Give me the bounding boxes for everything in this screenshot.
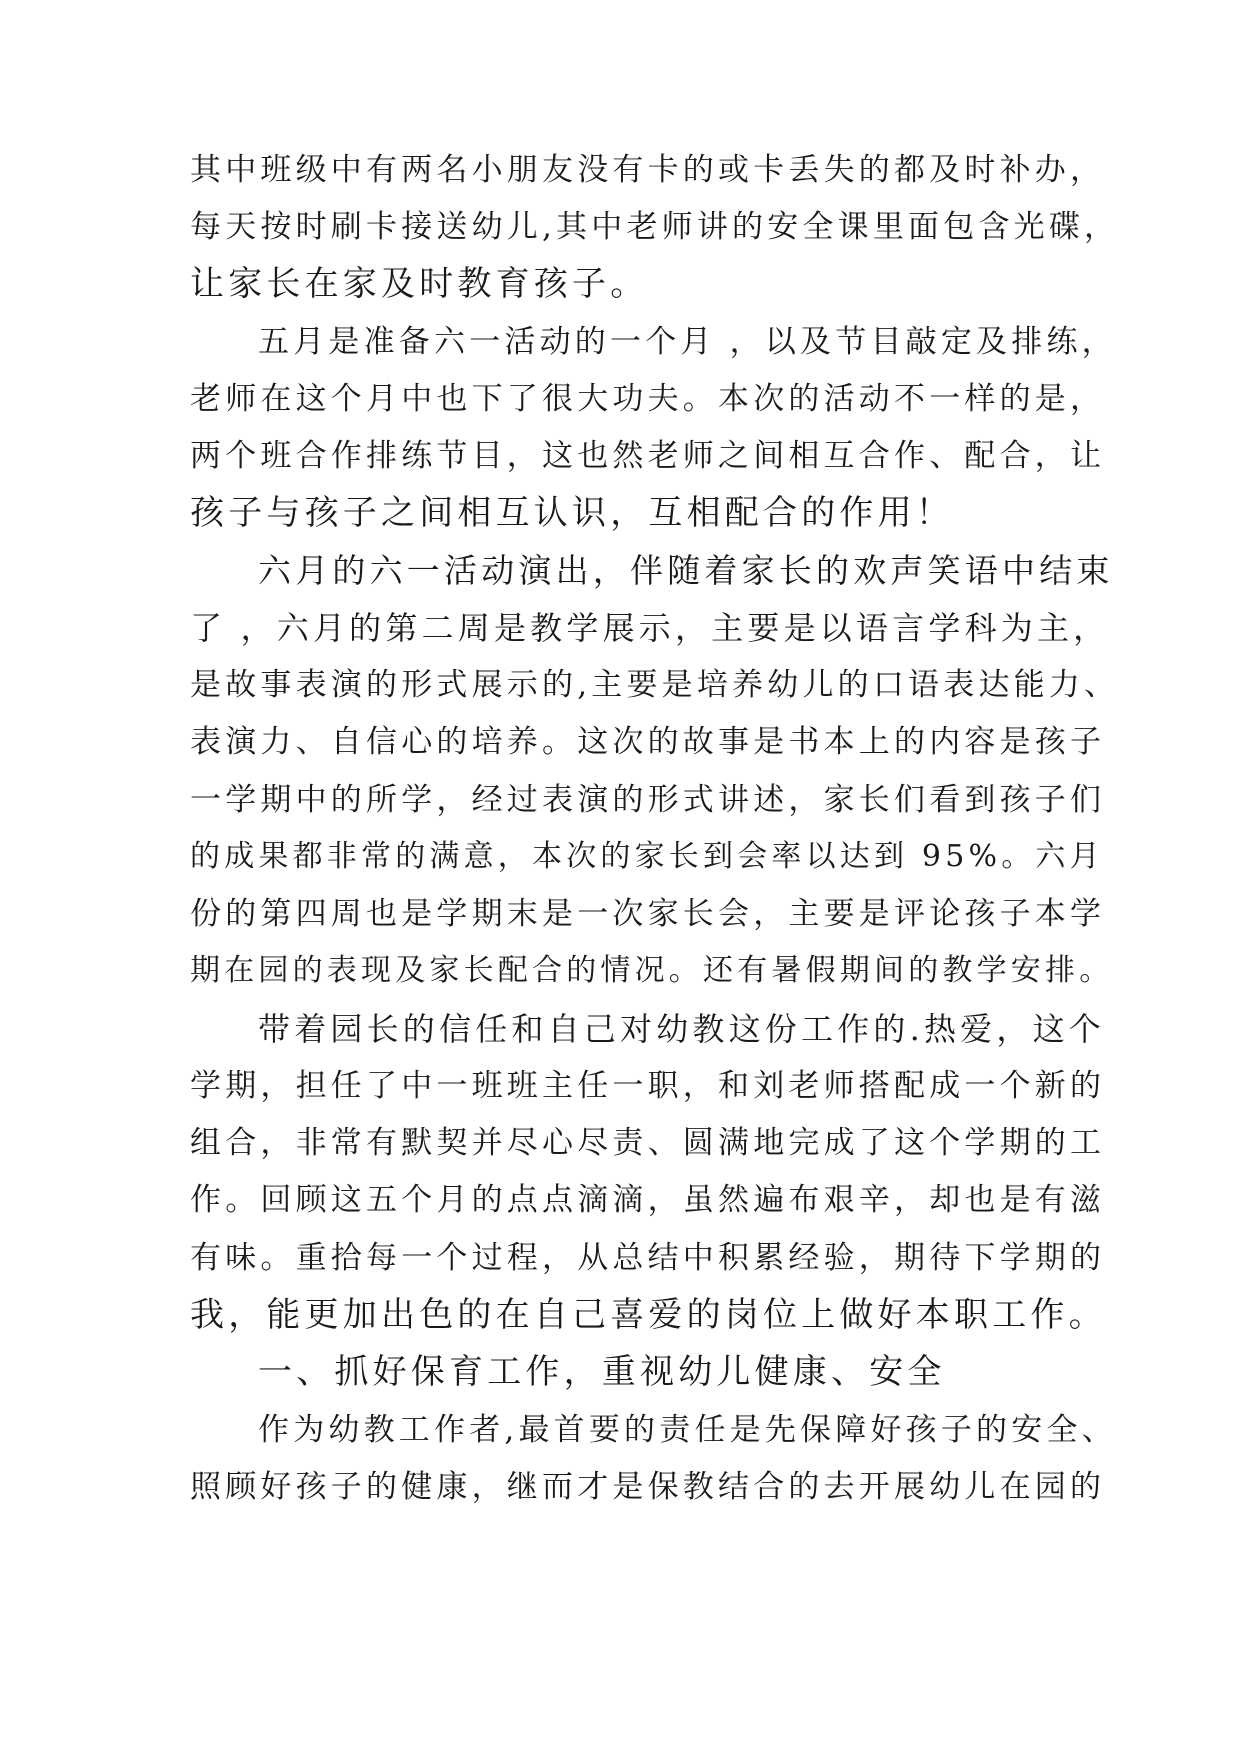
text-line: 孩子与孩子之间相互认识，互相配合的作用！ — [190, 493, 954, 533]
text-line: 作。回顾这五个月的点点滴滴，虽然遍布艰辛，却也是有滋 — [190, 1182, 1106, 1218]
text-line: 一学期中的所学，经过表演的形式讲述，家长们看到孩子们 — [190, 782, 1106, 818]
paragraph-start-line: 六月的六一活动演出，伴随着家长的欢声笑语中结束 — [258, 551, 1114, 590]
text-line: 其中班级中有两名小朋友没有卡的或卡丢失的都及时补办， — [190, 152, 1106, 188]
text-line: 每天按时刷卡接送幼儿,其中老师讲的安全课里面包含光碟， — [190, 209, 1120, 245]
text-line: 表演力、自信心的培养。这次的故事是书本上的内容是孩子 — [190, 724, 1106, 760]
text-line: 有味。重拾每一个过程，从总结中积累经验，期待下学期的 — [190, 1240, 1106, 1276]
text-line: 让家长在家及时教育孩子。 — [190, 264, 649, 304]
section-heading: 一、抓好保育工作，重视幼儿健康、安全 — [258, 1352, 946, 1392]
text-line: 组合，非常有默契并尽心尽责、圆满地完成了这个学期的工 — [190, 1125, 1106, 1161]
text-line: 的成果都非常的满意，本次的家长到会率以达到 95%。六月 — [190, 839, 1104, 874]
text-line: 两个班合作排练节目，这也然老师之间相互合作、配合，让 — [190, 438, 1106, 474]
text-line: 我，能更加出色的在自己喜爱的岗位上做好本职工作。 — [190, 1295, 1107, 1335]
paragraph-start-line: 作为幼教工作者,最首要的责任是先保障好孩子的安全、 — [258, 1412, 1117, 1448]
text-line: 照顾好孩子的健康，继而才是保教结合的去开展幼儿在园的 — [190, 1469, 1106, 1505]
text-line: 了 ，六月的第二周是教学展示，主要是以语言学科为主， — [190, 609, 1110, 647]
paragraph-start-line: 带着园长的信任和自己对幼教这份工作的.热爱，这个 — [258, 1010, 1105, 1048]
text-line: 是故事表演的形式展示的,主要是培养幼儿的口语表达能力、 — [190, 667, 1120, 703]
text-line: 期在园的表现及家长配合的情况。还有暑假期间的教学安排。 — [190, 953, 1114, 988]
text-line: 学期，担任了中一班班主任一职，和刘老师搭配成一个新的 — [190, 1068, 1106, 1104]
paragraph-start-line: 五月是准备六一活动的一个月 ，以及节目敲定及排练， — [258, 324, 1117, 360]
text-line: 份的第四周也是学期末是一次家长会，主要是评论孩子本学 — [190, 896, 1106, 932]
text-line: 老师在这个月中也下了很大功夫。本次的活动不一样的是， — [190, 381, 1106, 417]
